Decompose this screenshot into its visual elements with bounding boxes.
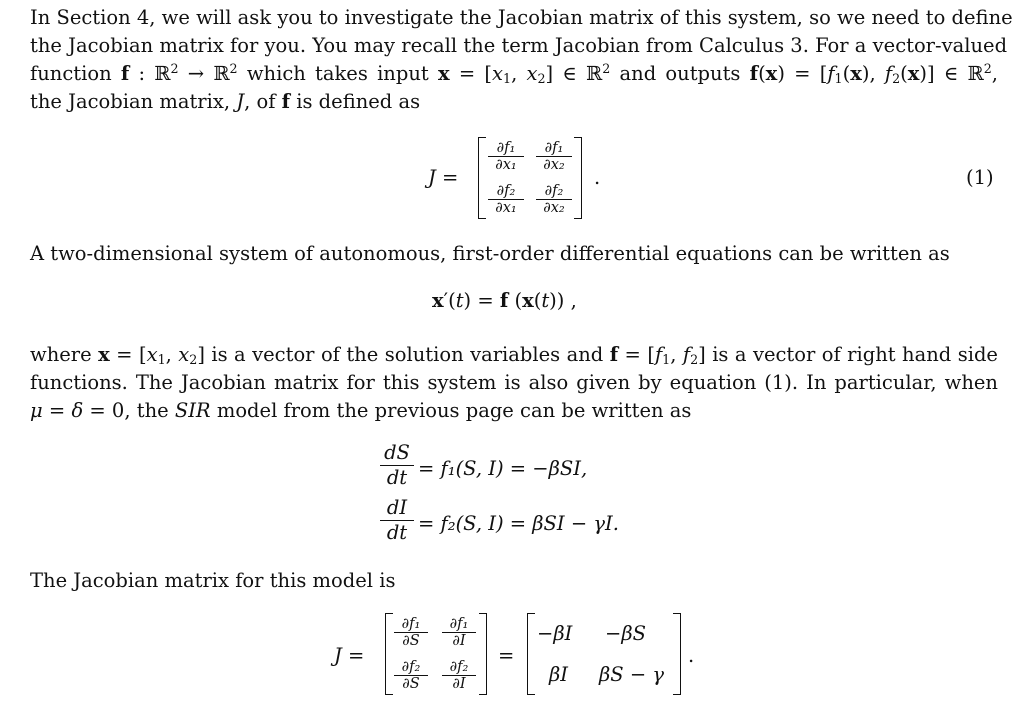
intro-paragraph — [30, 4, 1013, 116]
model-jacobian-line: The Jacobian matrix for this model is — [30, 569, 396, 592]
partial-entry-22: $\frac{\text{∂f₂}}{\partial I}$ — [442, 660, 476, 691]
left-bracket — [385, 613, 393, 695]
where-line-1: where $x = [x_1$, $x_2$] is a vector of the solution variables and $f = [f_1$, $f_2$] is a vector of right hand side — [30, 343, 998, 368]
result-matrix — [527, 613, 681, 695]
dI-dt-fraction: $\frac{dI}{dt}$ — [380, 496, 414, 545]
partial-entry-11: $\frac{\text{∂f₁}}{\partial S}$ — [394, 617, 428, 648]
eq3-lhs: J = — [334, 644, 365, 667]
model-jacobian-paragraph — [30, 567, 998, 595]
intro-line-4: the Jacobian matrix, J, of f is defined as — [30, 90, 421, 113]
where-line-3: μ = δ = 0, the SIR model from the previous page can be written as — [30, 399, 692, 422]
sir-equation-2-rhs: = f₂(S, I) = βSI − γI. — [418, 512, 619, 535]
intro-line-1: In Section 4, we will ask you to investigate the Jacobian matrix of this system, so we need to define — [30, 6, 1013, 29]
partials-matrix — [385, 613, 487, 695]
eq1-period: . — [594, 166, 601, 189]
equation-number: (1) — [966, 166, 994, 189]
right-bracket — [574, 137, 582, 219]
eq3-period: . — [688, 644, 695, 667]
where-paragraph — [30, 341, 998, 425]
result-entry-12: −βS — [605, 622, 646, 645]
eq3-equals: = — [498, 644, 515, 667]
right-bracket — [479, 613, 487, 695]
partial-entry-21: $\frac{\text{∂f₂}}{\partial S}$ — [394, 660, 428, 691]
dS-dt-fraction: $\frac{dS}{dt}$ — [380, 441, 414, 490]
eq1-lhs: J = — [428, 166, 459, 189]
partial-entry-12: $\frac{\text{∂f₁}}{\partial I}$ — [442, 617, 476, 648]
eq1-matrix — [478, 137, 582, 219]
where-line-2: functions. The Jacobian matrix for this system is also given by equation (1). In particular, when — [30, 371, 998, 394]
system-paragraph — [30, 240, 998, 268]
jacobian-entry-11: $\frac{\text{∂f₁}}{\text{∂x₁}}$ — [488, 141, 524, 172]
left-bracket — [527, 613, 535, 695]
sir-equation-1-rhs: = f₁(S, I) = −βSI, — [418, 457, 588, 480]
jacobian-entry-21: $\frac{\text{∂f₂}}{\text{∂x₁}}$ — [488, 184, 524, 215]
intro-line-3: function f : ℝ$^2$ → ℝ$^2$ which takes input $x = [x_1$, $x_2$] ∈ ℝ$^2$ and outputs $f(x) = [f_1(x)$, $f_2(x)$] ∈ ℝ$^2$, — [30, 61, 998, 87]
jacobian-entry-12: $\frac{\text{∂f₁}}{\text{∂x₂}}$ — [536, 141, 572, 172]
right-bracket — [673, 613, 681, 695]
jacobian-entry-22: $\frac{\text{∂f₂}}{\text{∂x₂}}$ — [536, 184, 572, 215]
left-bracket — [478, 137, 486, 219]
system-line: A two-dimensional system of autonomous, first-order differential equations can be written as — [30, 242, 950, 265]
ode-equation: x′(t) = f (x(t)) , — [432, 289, 577, 312]
result-entry-22: βS − γ — [599, 663, 665, 686]
result-entry-21: βI — [549, 663, 568, 686]
intro-line-2: the Jacobian matrix for you. You may recall the term Jacobian from Calculus 3. For a vector-valued — [30, 34, 1008, 57]
result-entry-11: −βI — [537, 622, 573, 645]
